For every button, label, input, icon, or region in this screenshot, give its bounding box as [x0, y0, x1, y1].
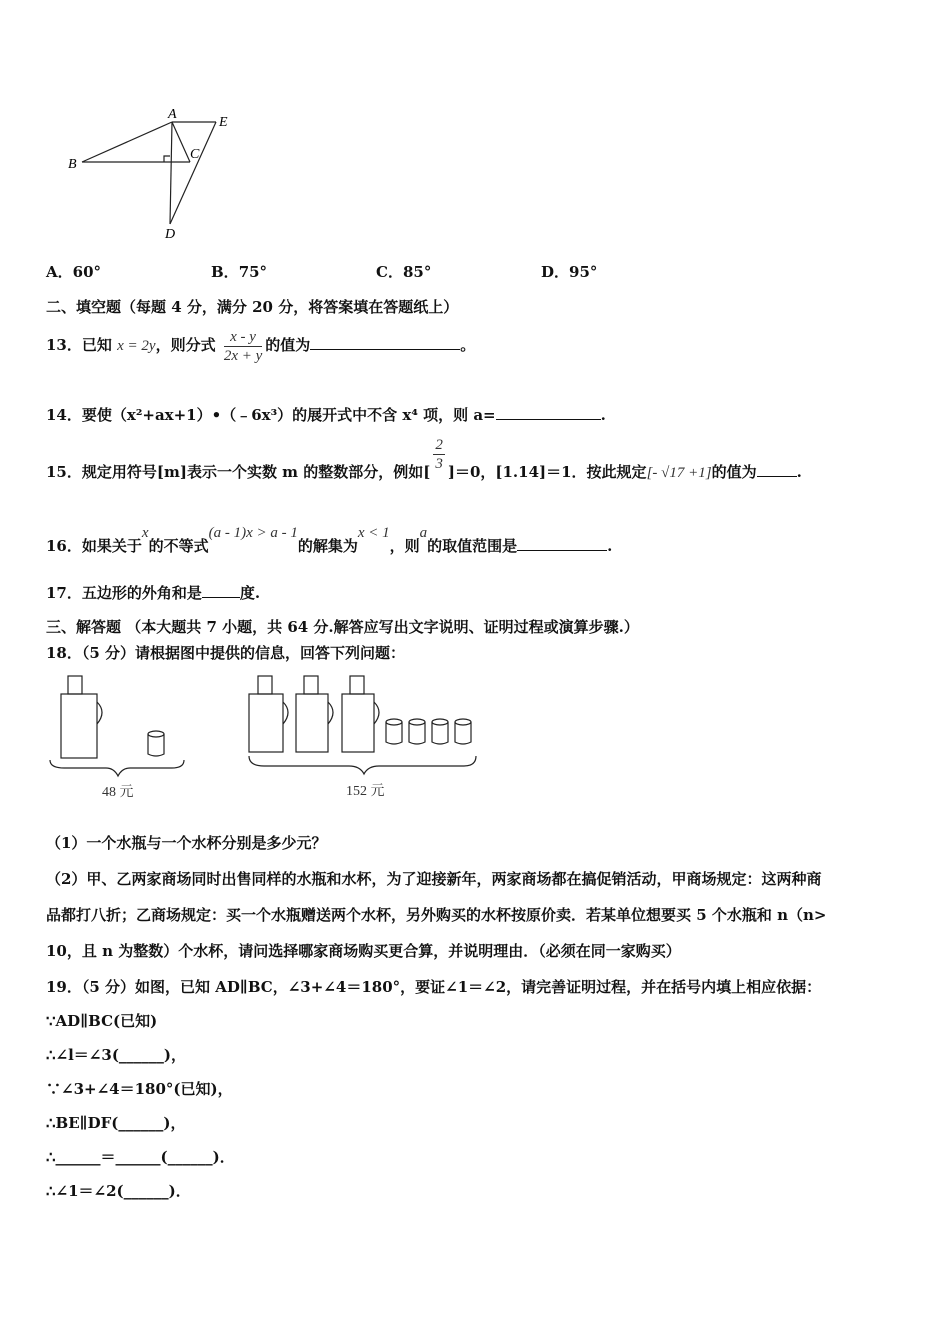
option-b: B．75° [211, 263, 268, 281]
cup-icon [409, 719, 425, 744]
option-d: D．95° [541, 263, 598, 281]
right-price: 152 元 [346, 784, 385, 799]
question-17: 17．五边形的外角和是 度. [46, 584, 261, 602]
left-price: 48 元 [102, 785, 134, 800]
answer-blank-17[interactable] [202, 583, 240, 598]
bottle-icon [61, 676, 102, 758]
question-19-title: 19．（5 分）如图，已知 AD∥BC，∠3+∠4＝180°，要证∠1＝∠2，请完善证明过程，并在括号内填上相应依据： [46, 978, 822, 996]
cup-icon [455, 719, 471, 744]
section2-title: 二、填空题（每题 4 分，满分 20 分，将答案填在答题纸上） [46, 298, 459, 316]
label-c: C [190, 147, 200, 162]
option-c: C．85° [376, 263, 432, 281]
bottle-icon [342, 676, 379, 752]
label-b: B [68, 157, 77, 172]
q18-sub2-line1: （2）甲、乙两家商场同时出售同样的水瓶和水杯，为了迎接新年，两家商场都在搞促销活动，甲商场规定：这两种商 [46, 870, 822, 888]
label-d: D [165, 227, 176, 242]
segment-ed [170, 122, 216, 224]
proof-step: ∵∠3+∠4＝180°(已知)， [46, 1080, 233, 1098]
proof-step: ∴∠1＝∠2(______)． [46, 1182, 191, 1200]
segment-ba [82, 122, 172, 162]
right-angle-mark [164, 156, 170, 162]
question-16: 16．如果关于x的不等式(a - 1)x > a - 1的解集为x < 1，则a的取值范围是 . [46, 525, 613, 555]
question-13: 13．已知 x = 2y，则分式 $\frac{x - y}{2x + y}$ 的值为 。 [46, 328, 476, 364]
label-a: A [168, 107, 177, 122]
cup-icon [148, 731, 164, 756]
question-18-title: 18．（5 分）请根据图中提供的信息，回答下列问题： [46, 644, 406, 662]
proof-step: ∵AD∥BC(已知) [46, 1012, 158, 1030]
cup-icon [432, 719, 448, 744]
bottle-icon [296, 676, 333, 752]
answer-blank-15[interactable] [757, 462, 797, 477]
segment-ac [172, 122, 190, 162]
left-brace [50, 760, 184, 776]
answer-blank-13[interactable] [310, 335, 460, 350]
proof-step: ∴______＝______(______)． [46, 1148, 235, 1166]
section3-title: 三、解答题 （本大题共 7 小题，共 64 分.解答应写出文字说明、证明过程或演算步骤.） [46, 618, 639, 636]
q18-sub1: （1）一个水瓶与一个水杯分别是多少元？ [46, 834, 327, 852]
question-14: 14．要使（x²+ax+1）•（﹣6x³）的展开式中不含 x⁴ 项，则 a= . [46, 406, 606, 424]
label-e: E [219, 115, 228, 130]
option-a: A．60° [46, 263, 102, 281]
segment-ad [170, 122, 172, 224]
proof-step: ∴∠l＝∠3(______)， [46, 1046, 187, 1064]
right-brace [249, 756, 476, 774]
proof-step: ∴BE∥DF(______)， [46, 1114, 186, 1132]
answer-blank-16[interactable] [517, 536, 607, 551]
answer-blank-14[interactable] [496, 405, 601, 420]
cup-icon [386, 719, 402, 744]
q18-sub2-line3: 10，且 n 为整数）个水杯，请问选择哪家商场购买更合算，并说明理由．（必须在同一家购买） [46, 942, 681, 960]
geometry-figure [60, 100, 240, 245]
question-15: 15．规定用符号[m]表示一个实数 m 的整数部分，例如[ $\frac{2}{3}$ ]＝0，[1.14]＝1．按此规定[- √17 +1]的值为 . [46, 437, 802, 481]
bottle-icon [249, 676, 288, 752]
q18-sub2-line2: 品都打八折；乙商场规定：买一个水瓶赠送两个水杯，另外购买的水杯按原价卖．若某单位想要买 5 个水瓶和 n（n> [46, 906, 827, 924]
bottles-cups-figure [44, 672, 494, 807]
